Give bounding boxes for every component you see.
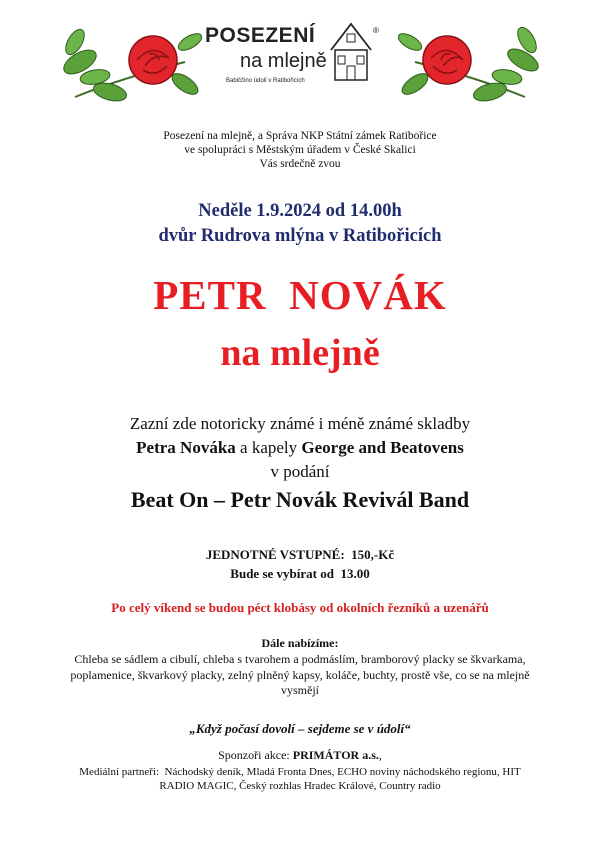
event-info xyxy=(0,199,600,249)
food-notice: Po celý víkend se budou péct klobásy od okolních řezníků a uzenářů xyxy=(111,600,489,615)
main-title: PETR NOVÁK xyxy=(153,272,447,318)
sponsor-name: PRIMÁTOR a.s. xyxy=(292,748,379,762)
intro-text xyxy=(0,129,600,171)
media-partners: Mediální partneři: Náchodský deník, Mladá Fronta Dnes, ECHO noviny náchodského regionu, HIT RADIO MAGIC, Český rozhlas Hradec Králové, Country radio xyxy=(79,766,524,792)
sponsors-label: Sponzoři akce: xyxy=(218,748,293,762)
performing-band: Beat On – Petr Novák Revivál Band xyxy=(130,487,470,512)
event-date: Neděle 1.9.2024 od 14.00h xyxy=(198,201,402,221)
intro-line-3: Vás srdečně zvou xyxy=(259,158,341,170)
description-connector: a kapely xyxy=(235,438,302,457)
mill-house-icon xyxy=(328,20,374,89)
rose-left-icon xyxy=(55,22,205,117)
admission-collect-time: Bude se vybírat od 13.00 xyxy=(230,566,370,581)
admission-price: JEDNOTNÉ VSTUPNÉ: 150,-Kč xyxy=(205,547,395,562)
description-line-2 xyxy=(0,438,600,458)
sponsors-line xyxy=(0,748,600,763)
main-subtitle: na mlejně xyxy=(220,332,380,374)
rose-right-icon xyxy=(395,22,545,117)
intro-line-2: ve spolupráci s Městským úřadem v České Skalici xyxy=(184,144,416,156)
description-artist: Petra Nováka xyxy=(136,438,236,457)
sponsors-suffix: , xyxy=(378,748,382,762)
event-place: dvůr Rudrova mlýna v Ratibořicích xyxy=(158,226,442,246)
logo-subtitle: na mlejně xyxy=(240,50,327,72)
description-line-3: v podání xyxy=(270,462,330,481)
logo-tagline: Babiččino údolí v Ratibořicích xyxy=(226,78,305,84)
intro-line-1: Posezení na mlejně, a Správa NKP Státní zámek Ratibořice xyxy=(163,130,437,142)
motto: „Když počasí dovolí – sejdeme se v údolí“ xyxy=(189,721,411,736)
description-band-original: George and Beatovens xyxy=(301,438,464,457)
logo-title: POSEZENÍ xyxy=(205,24,316,47)
registered-mark: ® xyxy=(373,26,379,35)
description-line-1: Zazní zde notoricky známé i méně známé skladby xyxy=(129,414,471,433)
offer-heading: Dále nabízíme: xyxy=(261,636,339,650)
offer-text: Chleba se sádlem a cibulí, chleba s tvarohem a podmáslím, bramborový placky se škvarkama, poplamenice, škvarkový placky, zelný plněný kapsy, koláče, buchty, prostě vše, co se na mlejně vysmějí xyxy=(70,652,530,697)
